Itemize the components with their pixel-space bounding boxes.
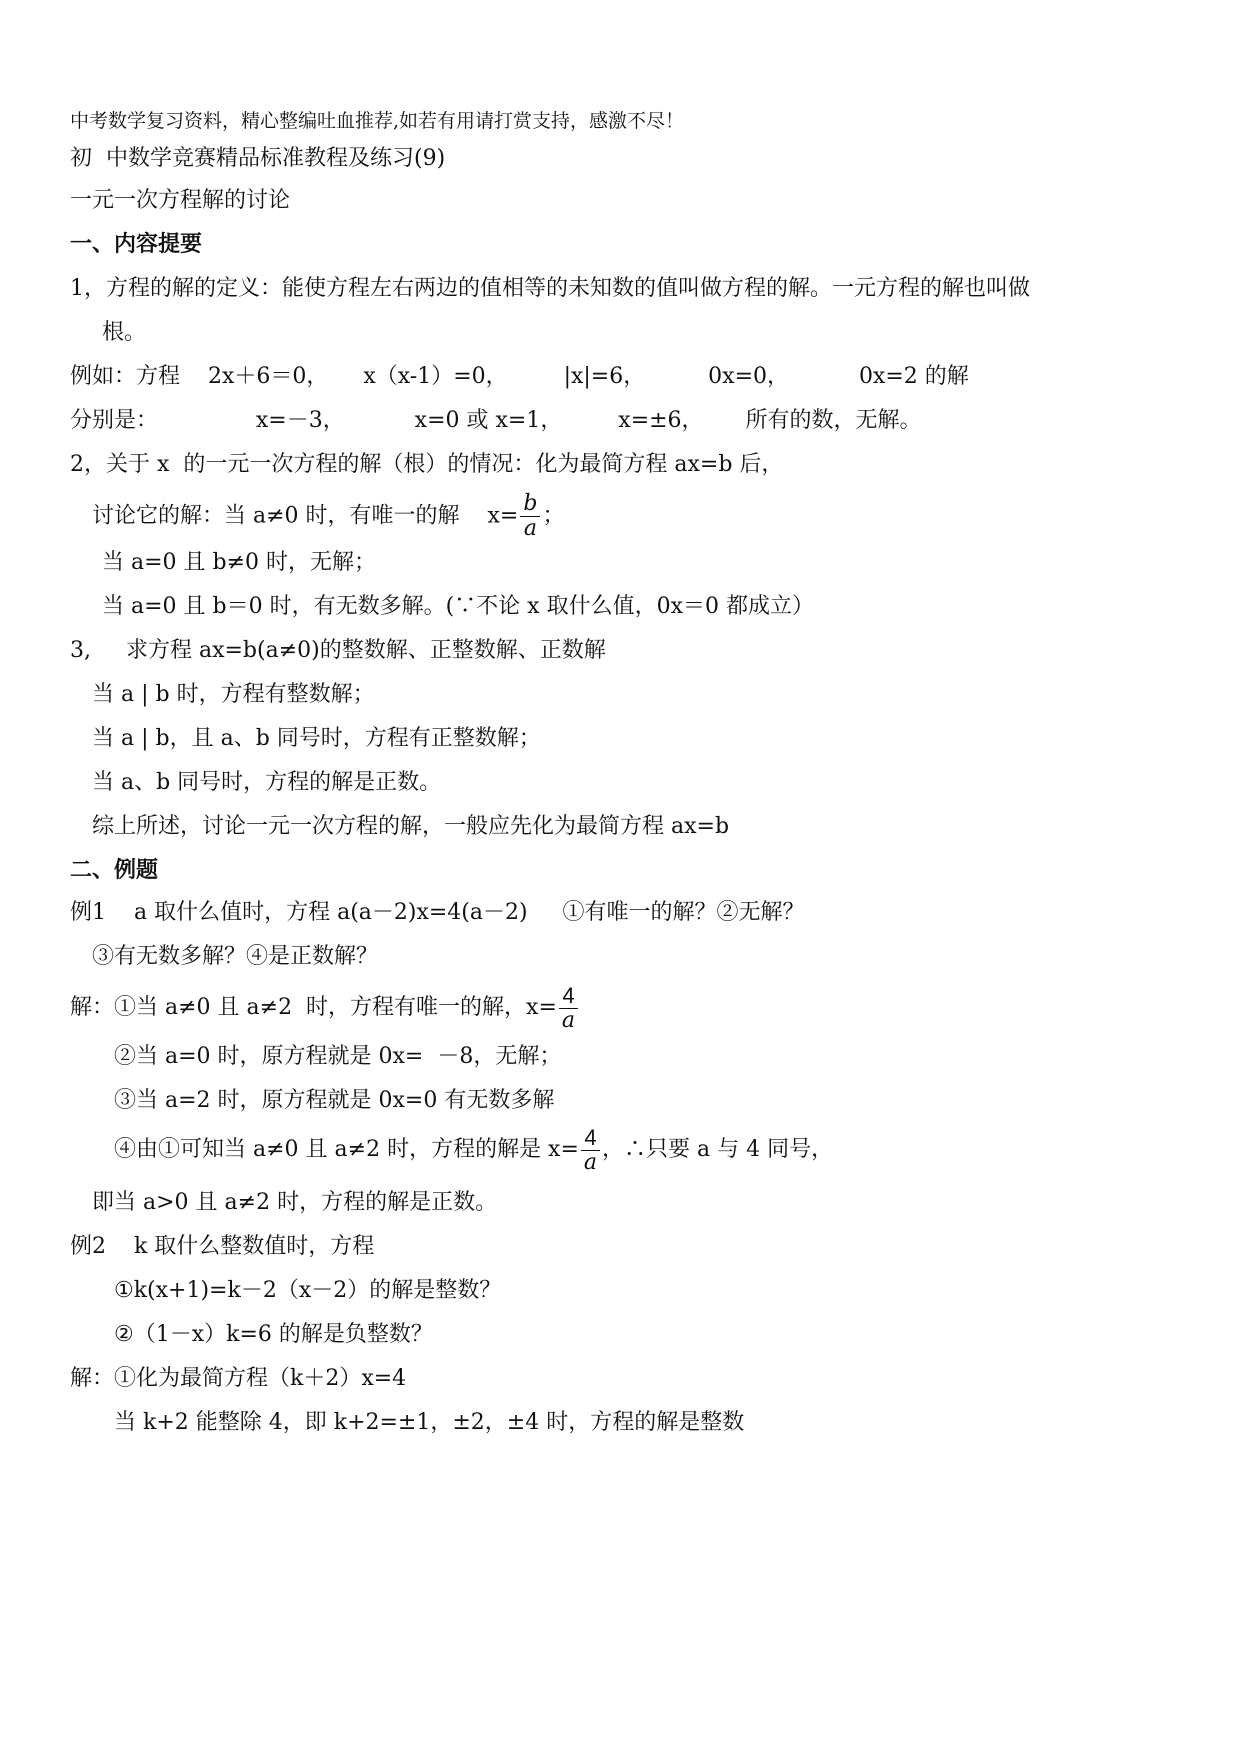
fraction-denominator: a — [523, 516, 537, 541]
example2-line3: ②（1－x）k=6 的解是负整数？ — [114, 1322, 433, 1347]
document-title: 初 中数学竞赛精品标准教程及练习(9) — [70, 146, 446, 171]
solution2-line1: 解：①化为最简方程（k＋2）x=4 — [70, 1366, 407, 1391]
solution1-line2: ②当 a=0 时，原方程就是 0x= －8，无解； — [114, 1044, 562, 1069]
section-heading-examples: 二、例题 — [70, 858, 159, 883]
cases-text-before-fraction: 讨论它的解：当 a≠0 时，有唯一的解 x= — [92, 503, 519, 529]
solution1-line4 — [114, 1124, 833, 1176]
examples-line: 例如：方程 2x＋6＝0， x（x-1）=0， |x|=6， 0x=0， 0x=2 的解 — [70, 364, 969, 389]
integer-solutions-line3: 当 a | b，且 a、b 同号时，方程有正整数解； — [92, 726, 541, 751]
cases-paragraph-line4: 当 a=0 且 b＝0 时，有无数多解。(∵不论 x 取什么值，0x＝0 都成立） — [102, 594, 814, 619]
solution1-line5: 即当 a>0 且 a≠2 时，方程的解是正数。 — [92, 1190, 498, 1215]
integer-solutions-line1: 3, 求方程 ax=b(a≠0)的整数解、正整数解、正数解 — [70, 638, 606, 663]
fraction-denominator: a — [583, 1149, 598, 1175]
integer-solutions-line2: 当 a | b 时，方程有整数解； — [92, 682, 375, 707]
summary-line: 综上所述，讨论一元一次方程的解，一般应先化为最简方程 ax=b — [92, 814, 730, 839]
fraction-4-over-a — [559, 984, 578, 1033]
solution2-line2: 当 k+2 能整除 4，即 k+2=±1，±2，±4 时，方程的解是整数 — [114, 1410, 745, 1435]
fraction-numerator: 4 — [559, 984, 578, 1009]
document-subtitle: 一元一次方程解的讨论 — [70, 188, 291, 213]
integer-solutions-line4: 当 a、b 同号时，方程的解是正数。 — [92, 770, 442, 795]
example2-line2: ①k(x+1)=k－2（x－2）的解是整数？ — [114, 1278, 502, 1303]
definition-paragraph-line1: 1，方程的解的定义：能使方程左右两边的值相等的未知数的值叫做方程的解。一元方程的解也叫做 — [70, 276, 1031, 301]
solutions-line: 分别是： x=－3， x=0 或 x=1， x=±6， 所有的数，无解。 — [70, 408, 922, 433]
solution1-line3: ③当 a=2 时，原方程就是 0x=0 有无数多解 — [114, 1088, 555, 1113]
fraction-numerator: 4 — [581, 1126, 600, 1151]
fraction-numerator: b — [520, 492, 540, 517]
cases-paragraph-line3: 当 a=0 且 b≠0 时，无解； — [102, 550, 377, 575]
promo-text: 中考数学复习资料，精心整编吐血推荐,如若有用请打赏支持，感激不尽！ — [70, 110, 685, 132]
solution1-line4-after: ，∴只要 a 与 4 同号， — [602, 1137, 834, 1162]
section-heading-content-summary: 一、内容提要 — [70, 232, 203, 257]
solution1-line1 — [70, 982, 580, 1034]
solution1-text-before-fraction: 解：①当 a≠0 且 a≠2 时，方程有唯一的解，x= — [70, 995, 557, 1020]
fraction-4-over-a — [581, 1126, 600, 1175]
cases-text-after-fraction: ； — [542, 503, 565, 529]
example1-line2: ③有无数多解？④是正数解？ — [92, 944, 379, 969]
cases-paragraph-line1: 2，关于 x 的一元一次方程的解（根）的情况：化为最简方程 ax=b 后， — [70, 452, 784, 477]
cases-paragraph-line2 — [92, 492, 564, 541]
example1-line1: 例1 a 取什么值时，方程 a(a－2)x=4(a－2) ①有唯一的解？②无解？ — [70, 900, 805, 925]
fraction-b-over-a — [520, 492, 540, 541]
solution1-line4-before: ④由①可知当 a≠0 且 a≠2 时，方程的解是 x= — [114, 1137, 579, 1162]
example2-line1: 例2 k 取什么整数值时，方程 — [70, 1234, 375, 1259]
fraction-denominator: a — [561, 1007, 576, 1033]
definition-paragraph-line2: 根。 — [102, 320, 147, 345]
